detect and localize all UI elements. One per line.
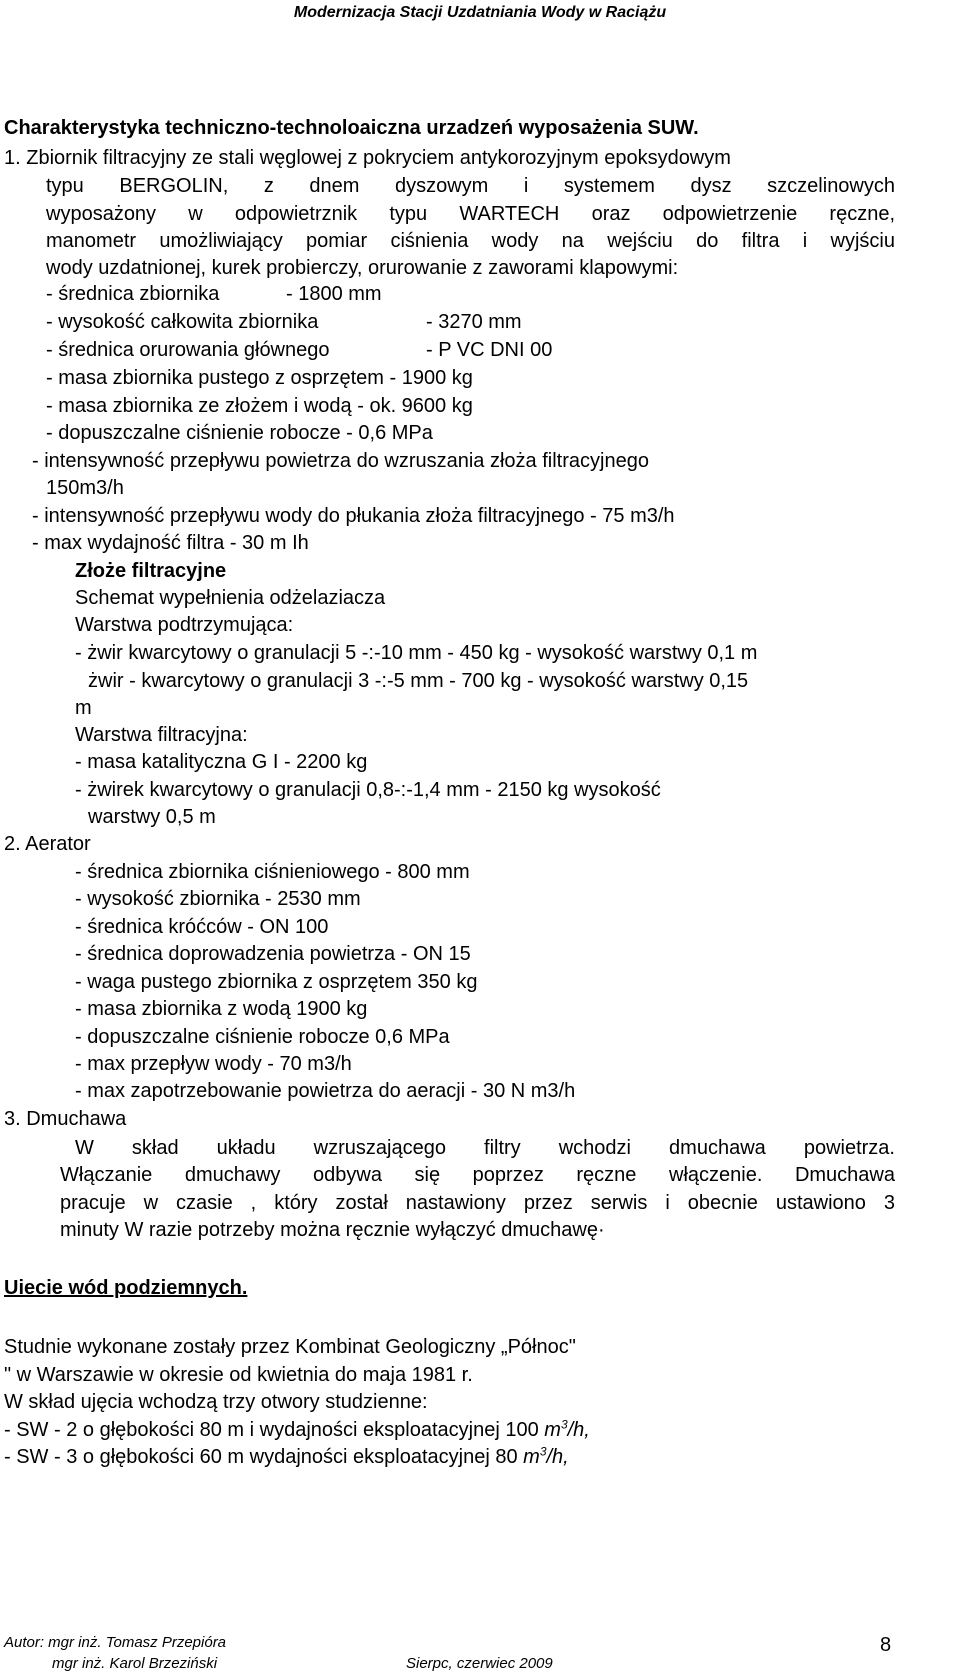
footer-author: mgr inż. Karol Brzeziński [52, 1655, 218, 1672]
blower-line: pracuje w czasie , który został nastawiony przez serwis i obecnie ustawiono 3 [60, 1192, 895, 1214]
blower-line: minuty W razie potrzeby można ręcznie wyłączyć dmuchawę· [60, 1219, 605, 1241]
filter-intro-line: wyposażony w odpowietrznik typu WARTECH oraz odpowietrzenie ręczne, [46, 203, 895, 225]
spec-label: - średnica zbiornika [46, 283, 220, 305]
blower-line: Włączanie dmuchawy odbywa się poprzez ręczne włączenie. Dmuchawa [60, 1164, 895, 1186]
section-title: Charakterystyka techniczno-technoloaiczna urzadzeń wyposażenia SUW. [4, 117, 699, 139]
blower-title: 3. Dmuchawa [4, 1108, 127, 1130]
aerator-item: - dopuszczalne ciśnienie robocze 0,6 MPa [75, 1026, 450, 1048]
flow-line: - intensywność przepływu wody do płukania złoża filtracyjnego - 75 m3/h [32, 505, 675, 527]
aerator-title: 2. Aerator [4, 833, 91, 855]
wells-title: Uiecie wód podziemnych. [4, 1277, 248, 1299]
filter-intro-line: 1. Zbiornik filtracyjny ze stali węglowej z pokryciem antykorozyjnym epoksydowym [4, 147, 731, 169]
spec-value: - 3270 mm [426, 311, 522, 333]
bed-line: - masa katalityczna G I - 2200 kg [75, 751, 368, 773]
aerator-item: - masa zbiornika z wodą 1900 kg [75, 998, 368, 1020]
aerator-item: - średnica zbiornika ciśnieniowego - 800 mm [75, 861, 470, 883]
bed-title: Złoże filtracyjne [75, 560, 227, 582]
spec-value: - 1800 mm [286, 283, 382, 305]
blower-line: W skład układu wzruszającego filtry wchodzi dmuchawa powietrza. [75, 1137, 895, 1159]
footer-place-date: Sierpc, czerwiec 2009 [406, 1655, 553, 1672]
flow-line: 150m3/h [46, 477, 124, 499]
aerator-item: - max zapotrzebowanie powietrza do aeracji - 30 N m3/h [75, 1080, 576, 1102]
bed-line: warstwy 0,5 m [88, 806, 216, 828]
spec-line: - masa zbiornika pustego z osprzętem - 1900 kg [46, 367, 473, 389]
bed-line: - żwir kwarcytowy o granulacji 5 -:-10 mm - 450 kg - wysokość warstwy 0,1 m [75, 642, 758, 664]
aerator-item: - średnica doprowadzenia powietrza - ON 15 [75, 943, 471, 965]
aerator-item: - max przepływ wody - 70 m3/h [75, 1053, 352, 1075]
spec-value: - P VC DNI 00 [426, 339, 553, 361]
filter-intro-line: manometr umożliwiający pomiar ciśnienia wody na wejściu do filtra i wyjściu [46, 230, 895, 252]
aerator-item: - waga pustego zbiornika z osprzętem 350 kg [75, 971, 478, 993]
running-header: Modernizacja Stacji Uzdatniania Wody w Raciążu [293, 4, 667, 21]
aerator-item: - wysokość zbiornika - 2530 mm [75, 888, 361, 910]
filter-intro-line: wody uzdatnionej, kurek probierczy, orurowanie z zaworami klapowymi: [46, 257, 679, 279]
wells-line: W skład ujęcia wchodzą trzy otwory studzienne: [4, 1391, 428, 1413]
spec-label: - wysokość całkowita zbiornika [46, 311, 319, 333]
spec-line: - masa zbiornika ze złożem i wodą - ok. 9600 kg [46, 395, 473, 417]
spec-label: - średnica orurowania głównego [46, 339, 330, 361]
bed-line: - żwirek kwarcytowy o granulacji 0,8-:-1,4 mm - 2150 kg wysokość [75, 779, 661, 801]
flow-line: - intensywność przepływu powietrza do wzruszania złoża filtracyjnego [32, 450, 649, 472]
page-number: 8 [880, 1634, 892, 1656]
aerator-item: - średnica króćców - ON 100 [75, 916, 329, 938]
well-sw2: - SW - 2 o głębokości 80 m i wydajności eksploatacyjnej 100 $m^3/h$, [4, 1417, 590, 1441]
wells-line: Studnie wykonane zostały przez Kombinat Geologiczny „Północ" [4, 1336, 576, 1358]
bed-line: Schemat wypełnienia odżelaziacza [75, 587, 386, 609]
footer-author: Autor: mgr inż. Tomasz Przepióra [4, 1634, 227, 1651]
filter-intro-line: typu BERGOLIN, z dnem dyszowym i systemem dysz szczelinowych [46, 175, 895, 197]
wells-line: " w Warszawie w okresie od kwietnia do maja 1981 r. [4, 1364, 473, 1386]
bed-line: Warstwa filtracyjna: [75, 724, 248, 746]
bed-line: Warstwa podtrzymująca: [75, 614, 294, 636]
well-sw3: - SW - 3 o głębokości 60 m wydajności eksploatacyjnej 80 $m^3/h$, [4, 1444, 569, 1468]
spec-line: - dopuszczalne ciśnienie robocze - 0,6 MPa [46, 422, 433, 444]
bed-line: m [75, 697, 92, 719]
flow-line: - max wydajność filtra - 30 m Ih [32, 532, 309, 554]
bed-line: żwir - kwarcytowy o granulacji 3 -:-5 mm - 700 kg - wysokość warstwy 0,15 [88, 670, 749, 692]
